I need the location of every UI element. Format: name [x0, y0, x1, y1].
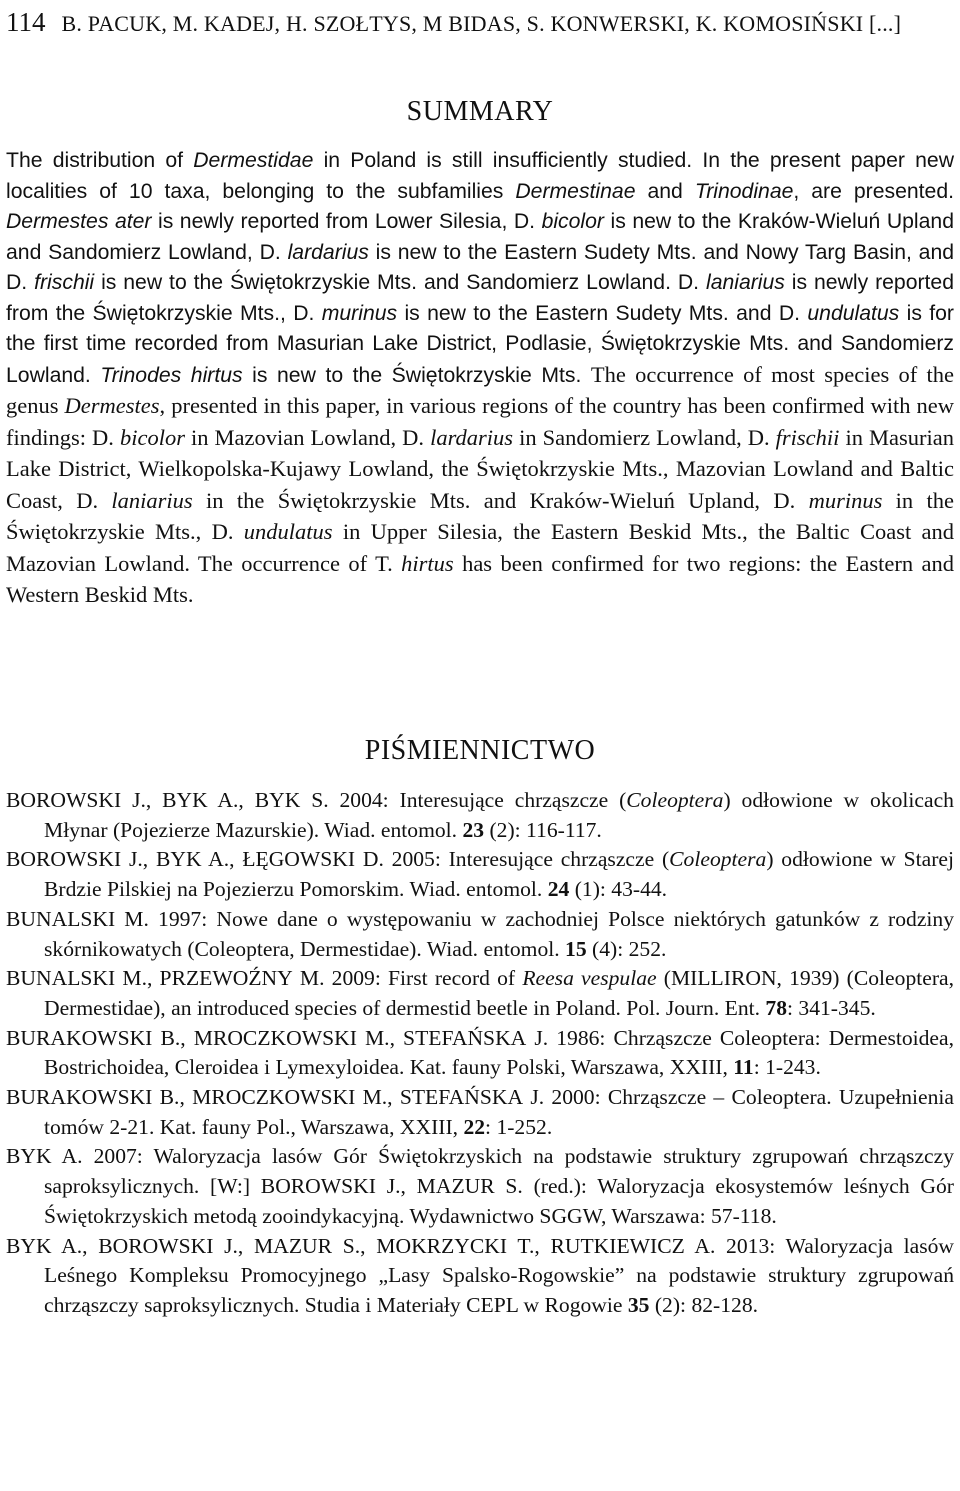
summary-text: and [635, 179, 695, 203]
ref-authors: BUNALSKI M., PRZEWOŹNY M. [6, 966, 325, 991]
ref-authors: BYK A., BOROWSKI J., MAZUR S., MOKRZYCKI T., RUTKIEWICZ A. [6, 1233, 716, 1258]
ref-text: 1986: Chrząszcze Coleoptera: Dermestoidea, Bostrichoidea, Cleroidea i Lymexyloidea. Kat. fauny Polski, Warszawa, XXIII, [44, 1025, 955, 1080]
summary-text: is new to the Kraków-Wieluń Upland and Sandomierz Lowland, D. [6, 210, 954, 264]
summary-body [6, 146, 954, 612]
reference-entry [6, 845, 954, 904]
ref-editor: AZUR [435, 1174, 495, 1199]
ref-authors: BUNALSKI M. [6, 906, 149, 931]
ref-text: ) odłowione w Starej Brdzie Pilskiej na Pojezierzu Pomorskim. Wiad. entomol. [44, 847, 954, 902]
ref-authors: BYK A. [6, 1144, 83, 1169]
summary-taxon: lardarius [287, 240, 369, 264]
ref-volume: 23 [462, 817, 485, 842]
ref-pages: (2): 82-128. [649, 1292, 759, 1317]
summary-text: is new to the Eastern Sudety Mts. and Nowy Targ Basin, and D. [6, 240, 955, 294]
summary-text: in Sandomierz Lowland, D. [513, 424, 776, 450]
summary-text: has been confirmed for two regions: the Eastern and Western Beskid Mts. [6, 550, 954, 607]
summary-taxon: murinus [321, 301, 398, 325]
ref-taxon: Coleoptera [626, 788, 724, 812]
summary-taxon: Trinodes hirtus [100, 363, 243, 387]
summary-text-serif [6, 362, 954, 608]
summary-text: , are presented. [793, 179, 955, 203]
summary-taxon: laniarius [705, 271, 785, 294]
ref-volume: 24 [547, 877, 570, 902]
summary-taxon: murinus [808, 487, 883, 513]
reference-entry [6, 1083, 954, 1142]
ref-text: (MILLIRON, 1939) (Coleoptera, Dermestidae), an introduced species of dermestid beetle in Poland. Pol. Journ. Ent. [44, 966, 954, 1020]
ref-pages: : 341-345. [787, 995, 876, 1020]
summary-taxon: Dermestidae [193, 149, 314, 172]
summary-text: The distribution of [6, 149, 194, 172]
summary-taxon: Dermestes ater [6, 210, 152, 233]
ref-pages: : 1-252. [485, 1114, 553, 1139]
ref-text: 2013: Waloryzacja lasów Leśnego Kompleksu Promocyjnego „Lasy Spalsko-Rogowskie” na podstawie struktury zgrupowań chrząszczy saproksylicznych. Studia i Materiały CEPL w Rogowie [44, 1233, 955, 1317]
ref-pages: : 1-243. [753, 1055, 821, 1080]
summary-taxon: Dermestes [64, 393, 160, 418]
summary-taxon: frischii [775, 424, 840, 450]
summary-text: in the Świętokrzyskie Mts. and Kraków-Wieluń Upland, D. [192, 487, 809, 513]
summary-taxon: Trinodinae [694, 179, 794, 203]
reference-entry [6, 964, 954, 1023]
ref-text: 2000: Chrząszcze – Coleoptera. Uzupełnienia tomów 2-21. Kat. fauny Pol., Warszawa, XXIII, [44, 1085, 955, 1139]
ref-volume: 78 [765, 995, 788, 1020]
ref-taxon: Coleoptera [669, 847, 767, 872]
ref-editor: OROWSKI [275, 1174, 376, 1199]
summary-text: is newly reported from Lower Silesia, D. [151, 210, 542, 233]
references-heading: PIŚMIENNICTWO [364, 735, 596, 766]
summary-text: in Poland is still insufficiently studied. In the present paper new localities of 10 taxa, belonging to the subfamilies [6, 149, 954, 203]
reference-list [6, 786, 954, 1321]
summary-taxon: undulatus [243, 519, 333, 544]
running-header [6, 2, 946, 42]
ref-authors: BURAKOWSKI B., MROCZKOWSKI M., STEFAŃSKA J. [6, 1085, 545, 1110]
ref-text: 2009: First record of [324, 966, 523, 991]
ref-pages: (4): 252. [586, 936, 667, 961]
summary-text: The occurrence of most species of the genus [6, 361, 955, 418]
ref-authors: BOROWSKI J., BYK A., BYK S. [6, 788, 329, 812]
ref-pages: (1): 43-44. [569, 877, 668, 902]
ref-text: 2005: Interesujące chrząszcze ( [383, 847, 670, 872]
summary-text: in Mazovian Lowland, D. [184, 424, 431, 450]
summary-text: in Upper Silesia, the Eastern Beskid Mts., the Baltic Coast and Mazovian Lowland. The occurrence of T. [6, 519, 954, 576]
ref-text: ) odłowione w okolicach Młynar (Pojezierze Mazurskie). Wiad. entomol. [44, 788, 954, 842]
summary-text: is new to the Eastern Sudety Mts. and D. [397, 301, 808, 325]
ref-text: 2007: Waloryzacja lasów Gór Świętokrzyskich na podstawie struktury zgrupowań chrząszczy saproksylicznych. [W:] B [44, 1144, 955, 1199]
summary-text: in the Świętokrzyskie Mts., D. [6, 487, 954, 544]
summary-text: is for the first time recorded from Masurian Lake District, Podlasie, Świętokrzyskie Mts. and Sandomierz Lowland. [6, 301, 954, 387]
summary-taxon: frischii [34, 271, 95, 294]
summary-paragraph [6, 146, 954, 612]
summary-heading: SUMMARY [406, 96, 554, 127]
summary-taxon: bicolor [541, 210, 604, 233]
summary-taxon: hirtus [401, 550, 454, 576]
summary-text: is new to the Świętokrzyskie Mts. and Sandomierz Lowland. D. [94, 271, 706, 294]
ref-volume: 15 [565, 936, 587, 961]
ref-pages: (2): 116-117. [484, 817, 602, 842]
ref-authors: BOROWSKI J., BYK A., ŁĘGOWSKI D. [6, 847, 384, 872]
reference-entry [6, 786, 954, 845]
summary-text: is new to the Świętokrzyskie Mts. [242, 363, 591, 387]
summary-taxon: laniarius [111, 487, 193, 513]
ref-authors: BURAKOWSKI B., MROCZKOWSKI M., STEFAŃSKA J. [6, 1025, 549, 1050]
reference-entry [6, 1232, 954, 1321]
ref-volume: 35 [627, 1292, 650, 1317]
summary-text: is newly reported from the Świętokrzyskie Mts., D. [6, 271, 955, 325]
ref-volume: 11 [733, 1055, 754, 1080]
summary-text: in Masurian Lake District, Wielkopolska-Kujawy Lowland, the Świętokrzyskie Mts., Mazovian Lowland and Baltic Coast, D. [6, 424, 954, 513]
ref-volume: 22 [463, 1114, 486, 1139]
running-header-authors: B. PACUK, M. KADEJ, H. SZOŁTYS, M BIDAS, S. KONWERSKI, K. KOMOSIŃSKI [...] [61, 11, 902, 36]
ref-taxon: Reesa vespulae [522, 966, 657, 991]
reference-entry [6, 905, 954, 964]
summary-taxon: bicolor [119, 424, 185, 450]
summary-taxon: undulatus [807, 301, 900, 325]
reference-entry [6, 1024, 954, 1083]
summary-taxon: Dermestinae [515, 179, 636, 203]
ref-text: 1997: Nowe dane o występowaniu w zachodniej Polsce niektórych gatunków z rodziny skórnikowatych (Coleoptera, Dermestidae). Wiad. entomol. [44, 906, 955, 961]
summary-taxon: lardarius [430, 424, 514, 450]
ref-text: S. (red.): Waloryzacja ekosystemów leśnych Gór Świętokrzyskich metodą zooindykacyjną. Wydawnictwo SGGW, Warszawa: 57-118. [44, 1174, 954, 1228]
reference-entry [6, 1142, 954, 1231]
summary-text: , presented in this paper, in various regions of the country has been confirmed with new findings: D. [6, 393, 955, 450]
ref-text: 2004: Interesujące chrząszcze ( [328, 788, 627, 812]
page-number: 114 [6, 7, 46, 37]
ref-text: J., M [375, 1174, 436, 1199]
